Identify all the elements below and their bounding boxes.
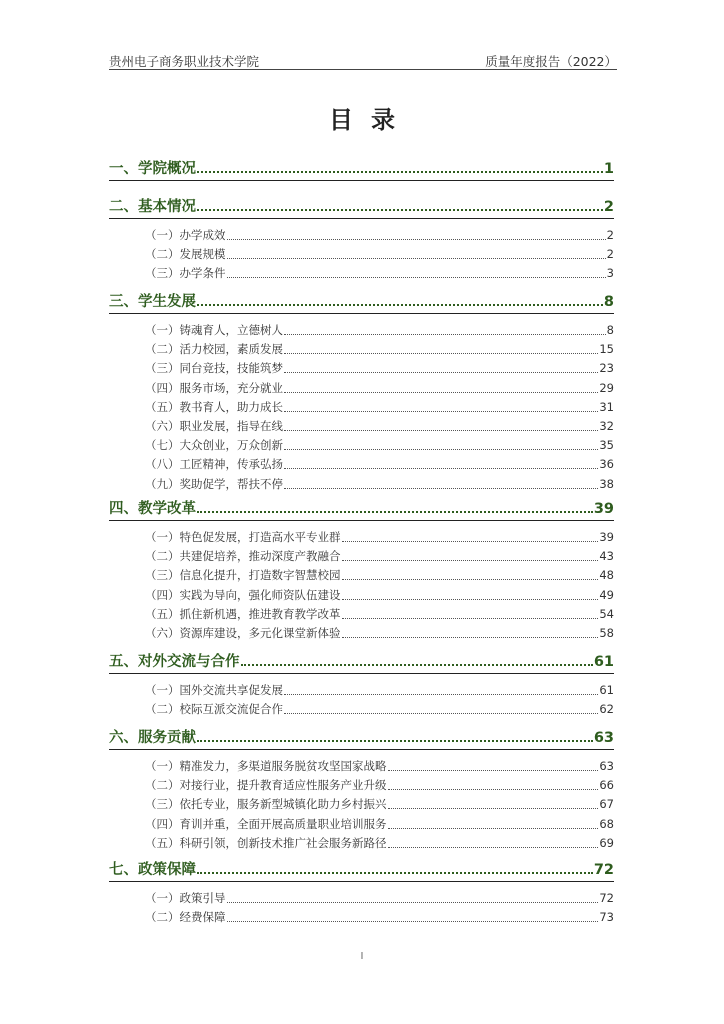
dot-leader [284, 713, 598, 714]
dot-leader [284, 372, 598, 373]
toc-subsection[interactable] [145, 701, 614, 717]
dot-leader [342, 637, 599, 638]
dot-leader [284, 353, 598, 354]
toc-entry-page: 72 [599, 891, 614, 905]
page-title: 目录 [329, 105, 413, 134]
toc-entry-label: （五）科研引领，创新技术推广社会服务新路径 [145, 835, 387, 850]
toc-entry-label: （五）抓住新机遇，推进教育教学改革 [145, 606, 341, 621]
toc-subsection[interactable] [145, 399, 614, 415]
dot-leader [284, 488, 598, 489]
toc-entry-page: 3 [606, 266, 614, 281]
toc-entry-page: 8 [603, 294, 614, 310]
toc-entry-label: （一）政策引导 [145, 891, 226, 905]
dot-leader [227, 277, 606, 278]
toc-entry-page: 1 [603, 161, 614, 177]
toc-subsection[interactable] [145, 437, 614, 453]
toc-subsection[interactable] [145, 567, 614, 583]
toc-subsection[interactable] [145, 606, 614, 622]
toc-subsection[interactable] [145, 548, 614, 564]
toc-entry-page: 23 [599, 361, 614, 376]
toc-entry-page: 48 [599, 568, 614, 583]
toc-subsection[interactable] [145, 796, 614, 812]
toc-subsection[interactable] [145, 835, 614, 851]
toc-section[interactable] [109, 157, 614, 177]
toc-subsection[interactable] [145, 816, 614, 832]
header-report-title: 质量年度报告（2022） [485, 54, 617, 69]
toc-entry-page: 63 [593, 730, 614, 746]
toc-entry-label: （四）育训并重，全面开展高质量职业培训服务 [145, 816, 387, 831]
toc-subsection[interactable] [145, 758, 614, 774]
toc-entry-label: （二）对接行业，提升教育适应性服务产业升级 [145, 778, 387, 793]
toc-entry-label: 五、对外交流与合作 [109, 654, 240, 670]
toc-entry-label: （八）工匠精神，传承弘扬 [145, 457, 283, 472]
dot-leader [388, 828, 599, 829]
toc-subsection[interactable] [145, 341, 614, 357]
toc-subsection[interactable] [145, 418, 614, 434]
dot-leader [197, 171, 603, 173]
toc-entry-label: （一）铸魂育人，立德树人 [145, 323, 283, 337]
toc-entry-page: 38 [599, 476, 614, 491]
toc-entry-page: 63 [599, 759, 614, 773]
toc-entry-page: 54 [599, 606, 614, 621]
toc-entry-label: （三）信息化提升，打造数字智慧校园 [145, 568, 341, 583]
toc-entry-page: 43 [599, 549, 614, 564]
toc-subsection[interactable] [145, 587, 614, 603]
toc-subsection[interactable] [145, 227, 614, 243]
dot-leader [388, 808, 599, 809]
toc-entry-label: （九）奖助促学，帮扶不停 [145, 476, 283, 491]
toc-entry-page: 2 [603, 199, 614, 215]
toc-entry-page: 61 [593, 654, 614, 670]
toc-subsection[interactable] [145, 909, 614, 925]
dot-leader [227, 921, 599, 922]
toc-section[interactable] [109, 195, 614, 215]
toc-entry-label: （一）特色促发展，打造高水平专业群 [145, 530, 341, 544]
page-header [109, 52, 617, 69]
page-number: I [360, 951, 364, 962]
toc-subsection[interactable] [145, 456, 614, 472]
toc-entry-label: （二）经费保障 [145, 910, 226, 925]
toc-entry-page: 69 [599, 835, 614, 850]
toc-entry-label: 一、学院概况 [109, 161, 196, 177]
dot-leader [197, 304, 603, 306]
toc-entry-label: （一）精准发力，多渠道服务脱贫攻坚国家战略 [145, 759, 387, 773]
toc-entry-page: 39 [599, 530, 614, 544]
toc-subsection[interactable] [145, 476, 614, 492]
toc-entry-label: 七、政策保障 [109, 862, 196, 878]
header-divider [109, 69, 617, 70]
dot-leader [284, 411, 598, 412]
dot-leader [197, 511, 593, 513]
toc-entry-page: 67 [599, 797, 614, 812]
toc-entry-page: 35 [599, 438, 614, 453]
toc-entry-label: 六、服务贡献 [109, 730, 196, 746]
toc-subsection[interactable] [145, 380, 614, 396]
dot-leader [284, 334, 606, 335]
toc-entry-page: 73 [599, 910, 614, 925]
toc-entry-page: 36 [599, 457, 614, 472]
toc-entry-page: 62 [599, 702, 614, 717]
dot-leader [284, 392, 598, 393]
toc-entry-label: （三）依托专业，服务新型城镇化助力乡村振兴 [145, 797, 387, 812]
toc-section[interactable] [109, 290, 614, 310]
toc-entry-page: 31 [599, 399, 614, 414]
dot-leader [342, 560, 599, 561]
dot-leader [284, 694, 598, 695]
toc-entry-label: （三）同台竞技，技能筑梦 [145, 361, 283, 376]
toc-entry-page: 49 [599, 587, 614, 602]
toc-entry-page: 61 [599, 683, 614, 697]
toc-entry-page: 15 [599, 342, 614, 357]
toc-subsection[interactable] [145, 777, 614, 793]
dot-leader [388, 770, 599, 771]
dot-leader [388, 789, 599, 790]
toc-entry-page: 66 [599, 778, 614, 793]
toc-section[interactable] [109, 858, 614, 878]
toc-entry-label: （六）资源库建设，多元化课堂新体验 [145, 626, 341, 640]
toc-section[interactable] [109, 650, 614, 670]
toc-entry-label: （二）校际互派交流促合作 [145, 702, 283, 717]
toc-subsection[interactable] [145, 246, 614, 262]
toc-entry-label: （二）发展规模 [145, 247, 226, 262]
toc-entry-label: 三、学生发展 [109, 294, 196, 310]
toc-entry-page: 32 [599, 419, 614, 433]
toc-entry-page: 39 [593, 501, 614, 517]
toc-entry-page: 2 [606, 247, 614, 262]
dot-leader [342, 541, 599, 542]
toc-subsection[interactable] [145, 322, 614, 338]
header-institution: 贵州电子商务职业技术学院 [109, 54, 260, 69]
dot-leader [342, 618, 599, 619]
toc-entry-label: （三）办学条件 [145, 266, 226, 281]
toc-subsection[interactable] [145, 265, 614, 281]
dot-leader [241, 664, 593, 666]
toc-subsection[interactable] [145, 529, 614, 545]
dot-leader [227, 902, 599, 903]
toc-entry-label: （二）活力校园，素质发展 [145, 342, 283, 357]
toc-section[interactable] [109, 726, 614, 746]
toc-entry-label: （二）共建促培养，推动深度产教融合 [145, 549, 341, 564]
toc-entry-label: 二、基本情况 [109, 199, 196, 215]
toc-entry-page: 72 [593, 862, 614, 878]
dot-leader [197, 740, 593, 742]
toc-subsection[interactable] [145, 890, 614, 906]
toc-entry-page: 58 [599, 626, 614, 640]
toc-entry-label: 四、教学改革 [109, 501, 196, 517]
dot-leader [284, 468, 598, 469]
toc-section[interactable] [109, 497, 614, 517]
toc-entry-page: 68 [599, 816, 614, 831]
dot-leader [284, 430, 598, 431]
dot-leader [227, 258, 606, 259]
toc-entry-page: 2 [606, 228, 614, 242]
toc-subsection[interactable] [145, 625, 614, 641]
dot-leader [342, 599, 599, 600]
toc-entry-label: （一）国外交流共享促发展 [145, 683, 283, 697]
toc-entry-page: 8 [606, 323, 614, 337]
toc-entry-label: （五）教书育人，助力成长 [145, 399, 283, 414]
dot-leader [284, 449, 598, 450]
toc-entry-label: （四）服务市场，充分就业 [145, 380, 283, 395]
toc-entry-page: 29 [599, 380, 614, 395]
dot-leader [227, 239, 606, 240]
toc-subsection[interactable] [145, 682, 614, 698]
toc-entry-label: （四）实践为导向，强化师资队伍建设 [145, 587, 341, 602]
toc-subsection[interactable] [145, 360, 614, 376]
toc-entry-label: （七）大众创业，万众创新 [145, 438, 283, 453]
dot-leader [197, 209, 603, 211]
dot-leader [197, 872, 593, 874]
dot-leader [388, 847, 599, 848]
dot-leader [342, 579, 599, 580]
toc-entry-label: （一）办学成效 [145, 228, 226, 242]
toc-entry-label: （六）职业发展，指导在线 [145, 419, 283, 433]
